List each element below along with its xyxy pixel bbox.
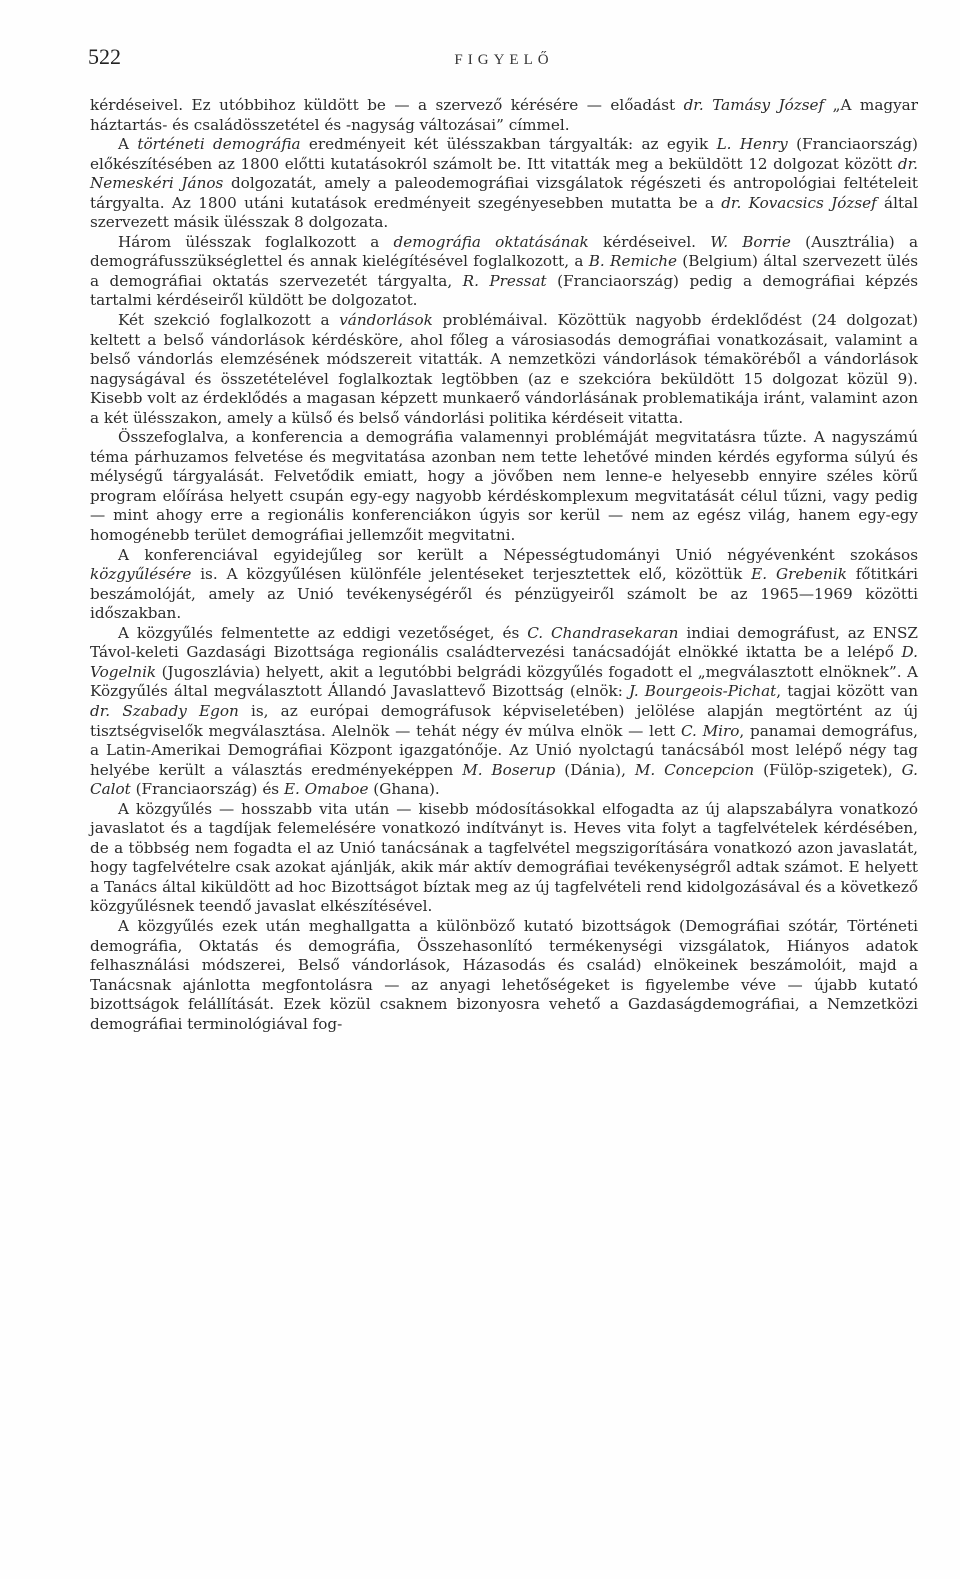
paragraph: [90, 135, 918, 233]
text-run: is. A közgyűlésen különféle jelentéseket terjesztettek elő, közöttük: [191, 565, 752, 584]
italic-run: M. Concepcion: [634, 760, 755, 779]
italic-run: G. Calot: [90, 760, 918, 799]
italic-run: L. Henry: [716, 135, 788, 154]
text-run: „A magyar háztartás- és családösszetétel és -nagyság változásai” címmel.: [90, 96, 918, 134]
text-run: , tagjai között van: [776, 682, 918, 701]
text-run: A: [118, 135, 138, 154]
italic-run: vándorlások: [339, 311, 433, 330]
text-run: indiai demográfust, az ENSZ Távol-keleti Gazdasági Bizottsága regionális családtervezési tanácsadóját elnökké iktatta be a lelépő: [90, 623, 918, 662]
text-run: (Belgium) által szervezett ülés a demográfiai oktatás szervezetét tárgyalta,: [90, 252, 918, 290]
page-header: [88, 44, 920, 74]
paragraph: [90, 546, 918, 624]
text-run: A konferenciával egyidejűleg sor került a Népességtudományi Unió négyévenként szokásos: [118, 545, 918, 564]
text-run: dolgozatát, amely a paleodemográfiai vizsgálatok régészeti és antropológiai feltételeit tárgyalta. Az 1800 utáni kutatások eredményeit szegényesebben mutatta be a: [90, 174, 918, 212]
text-run: (Franciaország) és: [130, 780, 284, 799]
text-run: eredményeit két ülésszakban tárgyalták: az egyik: [300, 135, 717, 154]
text-run: A közgyűlés — hosszabb vita után — kisebb módosításokkal elfogadta az új alapszabályra vonatkozó javaslatot és a tagdíjak felemelésére vonatkozó indítványt is. Heves vita folyt a tagfelvételek kérdésében, de a többség nem fogadta el az Unió tanácsának a tagfelvétel megszigorítására vonatkozó azon javaslatát, hogy tagfelvételre csak azokat ajánlják, akik már aktív demográfiai tevékenységről adtak számot. E helyett a Tanács által kiküldött ad hoc Bizottságot bíztak meg az új tagfelvételi rend kidolgozásával és a következő közgyűlésnek teendő javaslat elkészítésével.: [90, 799, 918, 916]
italic-run: R. Pressat: [462, 271, 547, 290]
text-run: kérdéseivel.: [588, 232, 711, 251]
text-run: Három ülésszak foglalkozott a: [118, 232, 394, 251]
italic-run: M. Boserup: [462, 760, 556, 779]
paragraph: [90, 428, 918, 545]
italic-run: történeti demográfia: [137, 135, 301, 154]
italic-run: E. Omaboe: [283, 780, 369, 799]
text-run: A közgyűlés ezek után meghallgatta a különböző kutató bizottságok (Demográfiai szótár, Történeti demográfia, Oktatás és demográfia, Összehasonlító termékenységi vizsgálatok, Hiányos adatok felhasználási módszerei, Belső vándorlások, Házasodás és család) elnökeinek beszámolóit, majd a Tanácsnak ajánlotta megfontolásra — az anyagi lehetőségeket is figyelembe véve — újabb kutató bizottságok felállítását. Ezek közül csaknem bizonyosra vehető a Gazdaságdemográfiai, a Nemzetközi demográfiai terminológiával fog-: [90, 916, 918, 1033]
italic-run: C. Miro: [680, 721, 740, 740]
text-run: A közgyűlés felmentette az eddigi vezetőséget, és: [118, 623, 528, 642]
italic-run: J. Bourgeois-Pichat: [628, 682, 777, 701]
paragraph: [90, 800, 918, 917]
paragraph: [90, 233, 918, 311]
text-run: is, az európai demográfusok képviseletében) jelölése alapján megtörtént az új tisztségviselők megválasztása. Alelnök — tehát négy év múlva elnök — lett: [90, 701, 919, 740]
page-number: 522: [88, 44, 121, 69]
text-run: (Franciaország) pedig a demográfiai képzés tartalmi kérdéseiről küldött be dolgozatot.: [90, 271, 918, 310]
italic-run: D. Vogelnik: [90, 643, 918, 681]
body-text: [90, 96, 918, 1034]
text-run: (Franciaország) előkészítésében az 1800 előtti kutatásokról számolt be. Itt vitatták meg a beküldött 12 dolgozat között: [90, 135, 918, 173]
text-run: , panamai demográfus, a Latin-Amerikai Demográfiai Központ igazgatónője. Az Unió nyolctagú tanácsából most lelépő négy tag helyébe került a választás eredményeképpen: [90, 721, 919, 779]
italic-run: W. Borrie: [710, 232, 791, 251]
text-run: főtitkári beszámolóját, amely az Unió tevékenységéről és pénzügyeiről számolt be az 1965—1969 közötti időszakban.: [90, 565, 918, 623]
paragraph: [90, 311, 918, 428]
text-run: problémáival. Közöttük nagyobb érdeklődést (24 dolgozat) keltett a belső vándorlások kérdésköre, ahol főleg a városiasodás demográfiai vonatkozásait, valamint a belső vándorlás elemzésének módszereit vitatták. A nemzetközi vándorlások témaköréből a vándorlások nagyságával és összetételével foglalkoztak legtöbben (az e szekcióra beküldött 15 dolgozat közül 9). Kisebb volt az érdeklődés a magasan képzett munkaerő vándorlásának problematikája iránt, valamint azon a két ülésszakon, amely a külső és belső vándorlási politika kérdéseit vitatta.: [90, 311, 919, 427]
text-run: (Jugoszlávia) helyett, akit a legutóbbi belgrádi közgyűlés fogadott el „megválasztott elnöknek”. A Közgyűlés által megválasztott Állandó Javaslattevő Bizottság (elnök:: [90, 662, 918, 701]
text-run: kérdéseivel. Ez utóbbihoz küldött be — a szervező kérésére — előadást: [90, 96, 684, 114]
text-run: (Fülöp-szigetek),: [754, 760, 902, 779]
italic-run: B. Remiche: [588, 252, 677, 271]
italic-run: dr. Tamásy József: [683, 96, 825, 114]
paragraph: [90, 624, 918, 800]
italic-run: dr. Szabady Egon: [90, 701, 239, 720]
text-run: Két szekció foglalkozott a: [118, 311, 340, 330]
italic-run: E. Grebenik: [751, 565, 847, 584]
text-run: által szervezett másik ülésszak 8 dolgozata.: [90, 193, 918, 232]
paragraph: [90, 917, 918, 1034]
running-title: FIGYELŐ: [454, 52, 554, 68]
italic-run: demográfia oktatásának: [393, 232, 589, 251]
text-run: Összefoglalva, a konferencia a demográfia valamennyi problémáját megvitatásra tűzte. A nagyszámú téma párhuzamos felvetése és megvitatása azonban nem tette lehetővé minden kérdés egyforma súlyú és mélységű tárgyalását. Felvetődik emiatt, hogy a jövőben nem lenne-e helyesebb ennyire széles körű program előírása helyett csupán egy-egy nagyobb kérdéskomplexum megvitatását célul tűzni, vagy pedig — mint ahogy erre a regionális konferenciákon úgyis sor kerül — nem az egész világ, hanem egy-egy homogénebb terület demográfiai jellemzőit megvitatni.: [90, 428, 918, 545]
text-run: (Ausztrália) a demográfusszükséglettel és annak kielégítésével foglalkozott, a: [90, 232, 919, 271]
italic-run: dr. Nemeskéri János: [90, 154, 918, 193]
text-run: (Dánia),: [555, 760, 635, 779]
italic-run: közgyűlésére: [90, 565, 192, 584]
text-run: (Ghana).: [368, 780, 440, 799]
paragraph: [90, 96, 918, 135]
italic-run: dr. Kovacsics József: [721, 193, 877, 212]
italic-run: C. Chandrasekaran: [527, 623, 679, 642]
